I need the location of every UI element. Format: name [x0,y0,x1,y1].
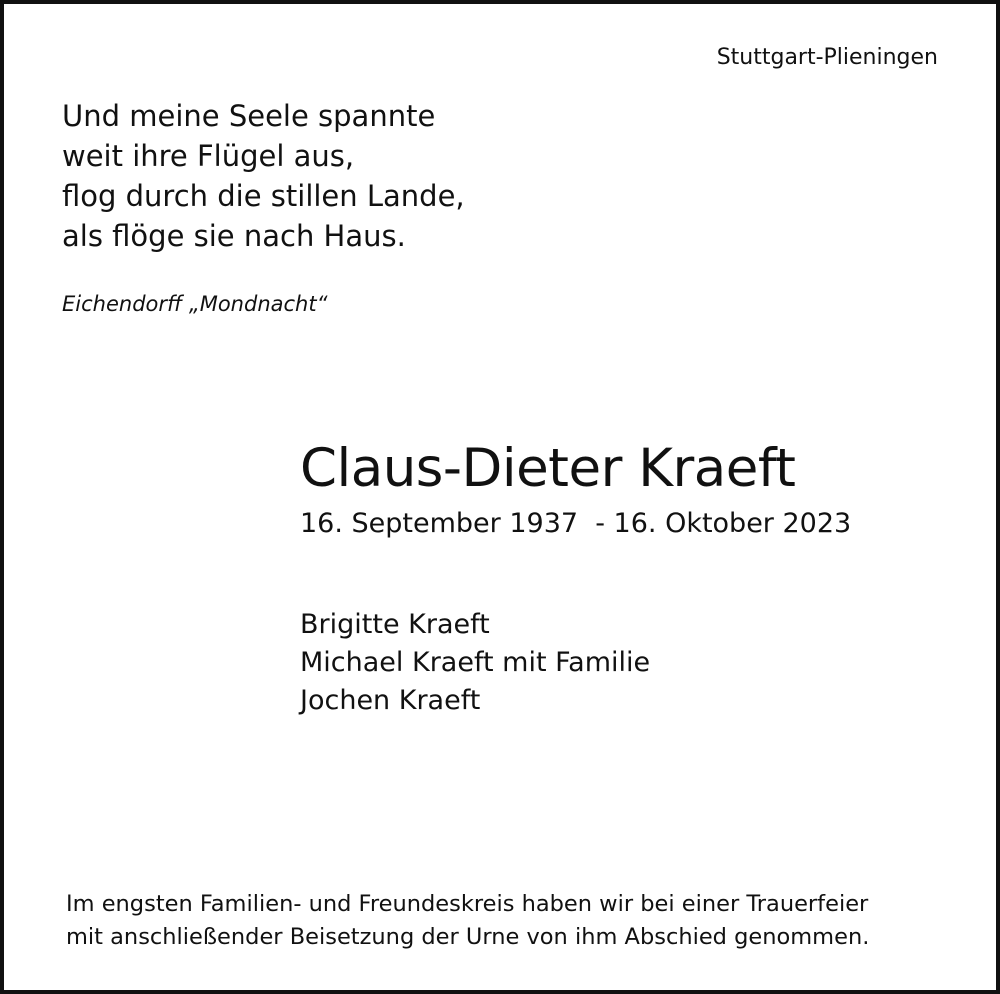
closing-line: Im engsten Familien- und Freundeskreis haben wir bei einer Trauerfeier [66,891,869,917]
mourners-list [300,606,650,720]
mourner-name: Michael Kraeft mit Familie [300,647,651,678]
poem-line: weit ihre Flügel aus, [62,139,355,173]
poem-attribution: Eichendorff „Mondnacht“ [62,292,328,316]
life-dates: 16. September 1937 - 16. Oktober 2023 [300,508,852,539]
mourner-name: Jochen Kraeft [300,685,481,716]
poem-line: flog durch die stillen Lande, [62,179,465,213]
poem-block [62,96,465,256]
closing-line: mit anschließender Beisetzung der Urne von ihm Abschied genommen. [66,924,870,950]
deceased-name: Claus-Dieter Kraeft [300,438,796,499]
poem-line: als flöge sie nach Haus. [62,219,406,253]
mourner-name: Brigitte Kraeft [300,609,490,640]
location-label: Stuttgart-Plieningen [716,45,938,70]
closing-statement [66,888,869,954]
deceased-block [300,436,851,542]
poem-line: Und meine Seele spannte [62,99,436,133]
